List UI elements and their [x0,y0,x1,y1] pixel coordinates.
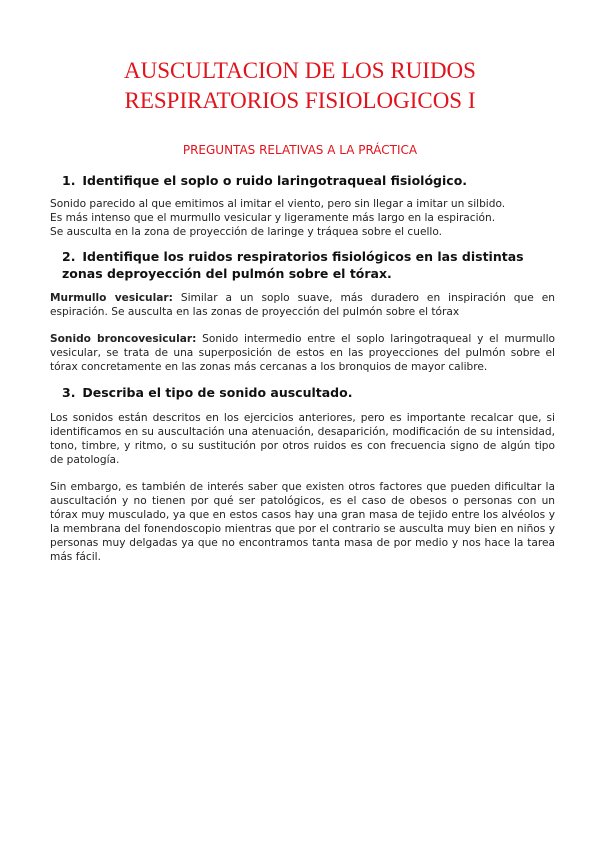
murmullo-vesicular-paragraph [50,291,555,319]
murmullo-vesicular-label: Murmullo vesicular: [50,292,173,304]
page-subtitle: PREGUNTAS RELATIVAS A LA PRÁCTICA [182,143,418,157]
question-1-number: 1. [62,173,76,188]
sonido-broncovesicular-paragraph [50,332,555,374]
question-3-text: Describa el tipo de sonido auscultado. [82,385,353,400]
title-line-1: AUSCULTACION DE LOS RUIDOS [124,58,476,83]
answer-3-paragraph-1: Los sonidos están descritos en los ejercicios anteriores, pero es importante recalcar que, si identificamos en su auscultación una atenuación, desaparición, modificación de su intensidad, tono, timbre, y ritmo, o su sustitución por otros ruidos es con frecuencia signo de algún tipo de patología. [50,412,555,466]
answer-1-line-2: Es más intenso que el murmullo vesicular y ligeramente más largo en la espiración. [50,212,496,224]
answer-1-line-3: Se ausculta en la zona de proyección de laringe y tráquea sobre el cuello. [50,226,443,238]
question-2-number: 2. [62,249,76,264]
question-3-number: 3. [62,385,76,400]
sonido-broncovesicular-label: Sonido broncovesicular: [50,333,197,345]
title-line-2: RESPIRATORIOS FISIOLOGICOS I [124,88,476,113]
question-1-text: Identifique el soplo o ruido laringotraqueal fisiológico. [82,173,468,188]
question-3-heading [62,384,562,401]
answer-1-line-1: Sonido parecido al que emitimos al imitar el viento, pero sin llegar a imitar un silbido. [50,198,506,210]
question-2-text: Identifique los ruidos respiratorios fisiológicos en las distintas zonas deproyección del pulmón sobre el tórax. [62,249,524,281]
page-title [40,56,560,116]
question-1-heading [62,172,562,189]
question-2-heading [62,248,552,282]
sonido-broncovesicular-text: Sonido intermedio entre el soplo laringotraqueal y el murmullo vesicular, se trata de una superposición de estos en las proyecciones del pulmón sobre el tórax concretamente en las zonas más cercanas a los bronquios de mayor calibre. [50,333,555,373]
answer-1-paragraph [50,197,555,239]
murmullo-vesicular-text: Similar a un soplo suave, más duradero en inspiración que en espiración. Se ausculta en las zonas de proyección del pulmón sobre el tórax [50,292,555,318]
answer-3-paragraph-2: Sin embargo, es también de interés saber que existen otros factores que pueden dificultar la auscultación y no tienen por qué ser patológicos, es el caso de obesos o personas con un tórax muy musculado, ya que en estos casos hay una gran masa de tejido entre los alvéolos y la membrana del fonendoscopio mientras que por el contrario se ausculta muy bien en niños y personas muy delgadas ya que no encontramos tanta masa de por medio y nos hace la tarea más fácil. [50,481,555,563]
